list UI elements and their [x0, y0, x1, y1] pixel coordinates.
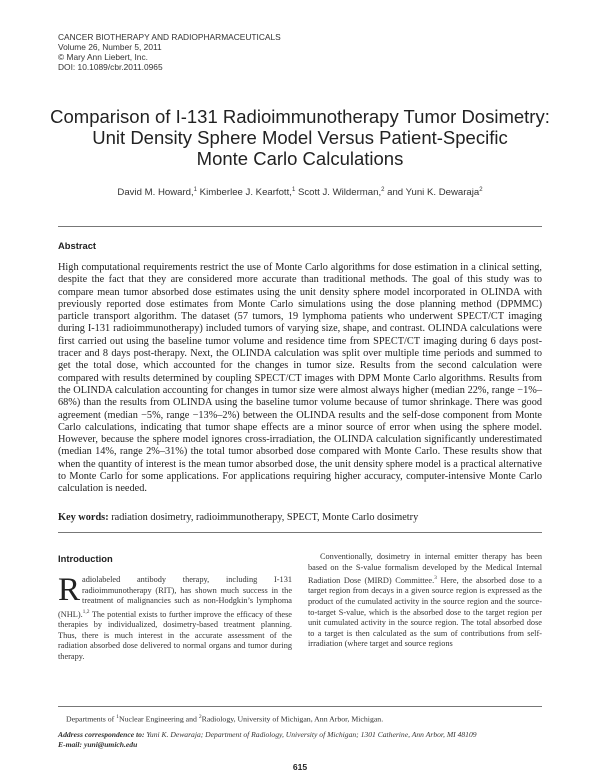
author-dewaraja-affil: 2: [479, 187, 483, 193]
citation-3: 3: [434, 575, 437, 582]
footnote-rule: [58, 706, 542, 707]
keywords-label: Key words:: [58, 512, 109, 523]
abstract-body: High computational requirements restrict the use of Monte Carlo algorithms for dose estimation in a clinical setting, despite the fact that they are considered more accurate than traditional methods. The goal of this study was to compare mean tumor absorbed dose estimates using the unit density sphere model incorporated in OLINDA with previously reported dose estimates from Monte Carlo simulations using the dose planning method (DPMMC) particle transport algorithm. The dataset (57 tumors, 19 lymphoma patients who underwent SPECT/CT imaging during I-131 radioimmunotherapy) included tumors of varying size, shape, and contrast. OLINDA calculations were first carried out using the baseline tumor volume and residence time from SPECT/CT imaging during 6 days post-tracer and 8 days post-therapy. Next, the OLINDA calculation was split over multiple time periods and summed to get the total dose, which accounted for the changes in tumor size. Results from the second calculation were compared with results determined by coupling SPECT/CT images with DPM Monte Carlo algorithms. Results from the OLINDA calculation accounting for changes in tumor size were almost always higher (median 22%, range −1%–68%) than the results from OLINDA using the baseline tumor volume because of tumor shrinkage. There was good agreement (median −5%, range −13%–2%) between the OLINDA results and the self-dose component from Monte Carlo calculations, indicating that tumor shape effects are a minor source of error when using the sphere model. However, because the sphere model ignores cross-irradiation, the OLINDA calculation significantly underestimated (median 14%, range 2%–31%) the total tumor absorbed dose compared with Monte Carlo. These results show that when the quantity of interest is the mean tumor absorbed dose, the unit density sphere model is a practical alternative to Monte Carlo for some applications. For applications requiring higher accuracy, computer-intensive Monte Carlo calculation is needed.: [58, 262, 542, 495]
introduction-heading: Introduction: [58, 553, 113, 564]
corr-label: Address correspondence to:: [58, 730, 145, 739]
author-kearfott: Kimberlee J. Kearfott,: [197, 187, 292, 199]
correspondence-footnote: [58, 730, 477, 749]
affil-text-a: Departments of: [66, 714, 117, 724]
keywords-text: radiation dosimetry, radioimmunotherapy, SPECT, Monte Carlo dosimetry: [108, 512, 419, 523]
title-line-3: Monte Carlo Calculations: [196, 148, 404, 169]
journal-copyright: © Mary Ann Liebert, Inc.: [58, 52, 148, 62]
intro-paragraph-2a: Conventionally, dosimetry in internal emitter therapy has been based on the S-value formalism developed by the Medical Internal Radiation Dose (MIRD) Committee.: [308, 552, 542, 585]
title-line-1: Comparison of I-131 Radioimmunotherapy Tumor Dosimetry:: [50, 106, 550, 127]
corr-email[interactable]: E-mail: yuni@umich.edu: [58, 739, 138, 749]
drop-cap: R: [58, 572, 81, 608]
intro-paragraph-2b: Here, the absorbed dose to a target region from decays in a given source region is expressed as the product of the cumulated activity in the source region and the source-to-target S-value, which is the absorbed dose to the target region per unit cumulated activity in the source region. The total absorbed dose to a target is then calculated as the sum of contributions from self-irradiation (where target and source regions: [308, 575, 542, 649]
title-line-2: Unit Density Sphere Model Versus Patient-Specific: [92, 127, 508, 148]
author-kearfott-affil: 1: [291, 187, 296, 193]
affil-sup-1: 1: [116, 714, 119, 720]
right-column: [308, 552, 542, 650]
affil-sup-2: 2: [198, 714, 202, 720]
intro-paragraph-1b: The potential exists to further improve the efficacy of these therapies by individualized, dosimetry-based treatment planning. Thus, there is much interest in the accurate assessment of the radiation absorbed dose delivered to normal organs and tumor during therapy.: [58, 609, 292, 661]
affil-text-c: Radiology, University of Michigan, Ann Arbor, Michigan.: [201, 714, 384, 724]
paper-title: [40, 106, 560, 169]
intro-paragraph-1a: adiolabeled antibody therapy, including I-131 radioimmunotherapy (RIT), has shown much success in the treatment of malignancies such as non-Hodgkin’s lymphoma (NHL).: [58, 575, 292, 619]
author-dewaraja: and Yuni K. Dewaraja: [384, 187, 480, 199]
journal-header: [58, 32, 358, 72]
abstract-top-rule: [58, 226, 542, 227]
corr-text: Yuni K. Dewaraja; Department of Radiology, University of Michigan; 1301 Catherine, Ann Arbor, MI 48109: [144, 730, 477, 739]
left-column: [58, 572, 292, 662]
keywords: [58, 512, 542, 523]
affiliation-footnote: [66, 714, 383, 724]
page-number: 615: [292, 762, 308, 772]
journal-name: CANCER BIOTHERAPY AND RADIOPHARMACEUTICALS: [58, 32, 281, 42]
author-list: [40, 187, 560, 198]
abstract-heading: Abstract: [58, 240, 97, 251]
author-howard: David M. Howard,: [117, 187, 194, 199]
abstract-bottom-rule: [58, 532, 542, 533]
author-wilderman-affil: 2: [381, 187, 385, 193]
author-wilderman: Scott J. Wilderman,: [295, 187, 382, 199]
intro-paragraph-2: [308, 552, 542, 650]
citation-1-2: 1,2: [82, 608, 90, 615]
affil-text-b: Nuclear Engineering and: [118, 714, 199, 724]
journal-doi: DOI: 10.1089/cbr.2011.0965: [58, 62, 163, 72]
journal-volume: Volume 26, Number 5, 2011: [58, 42, 162, 52]
author-howard-affil: 1: [193, 187, 198, 193]
